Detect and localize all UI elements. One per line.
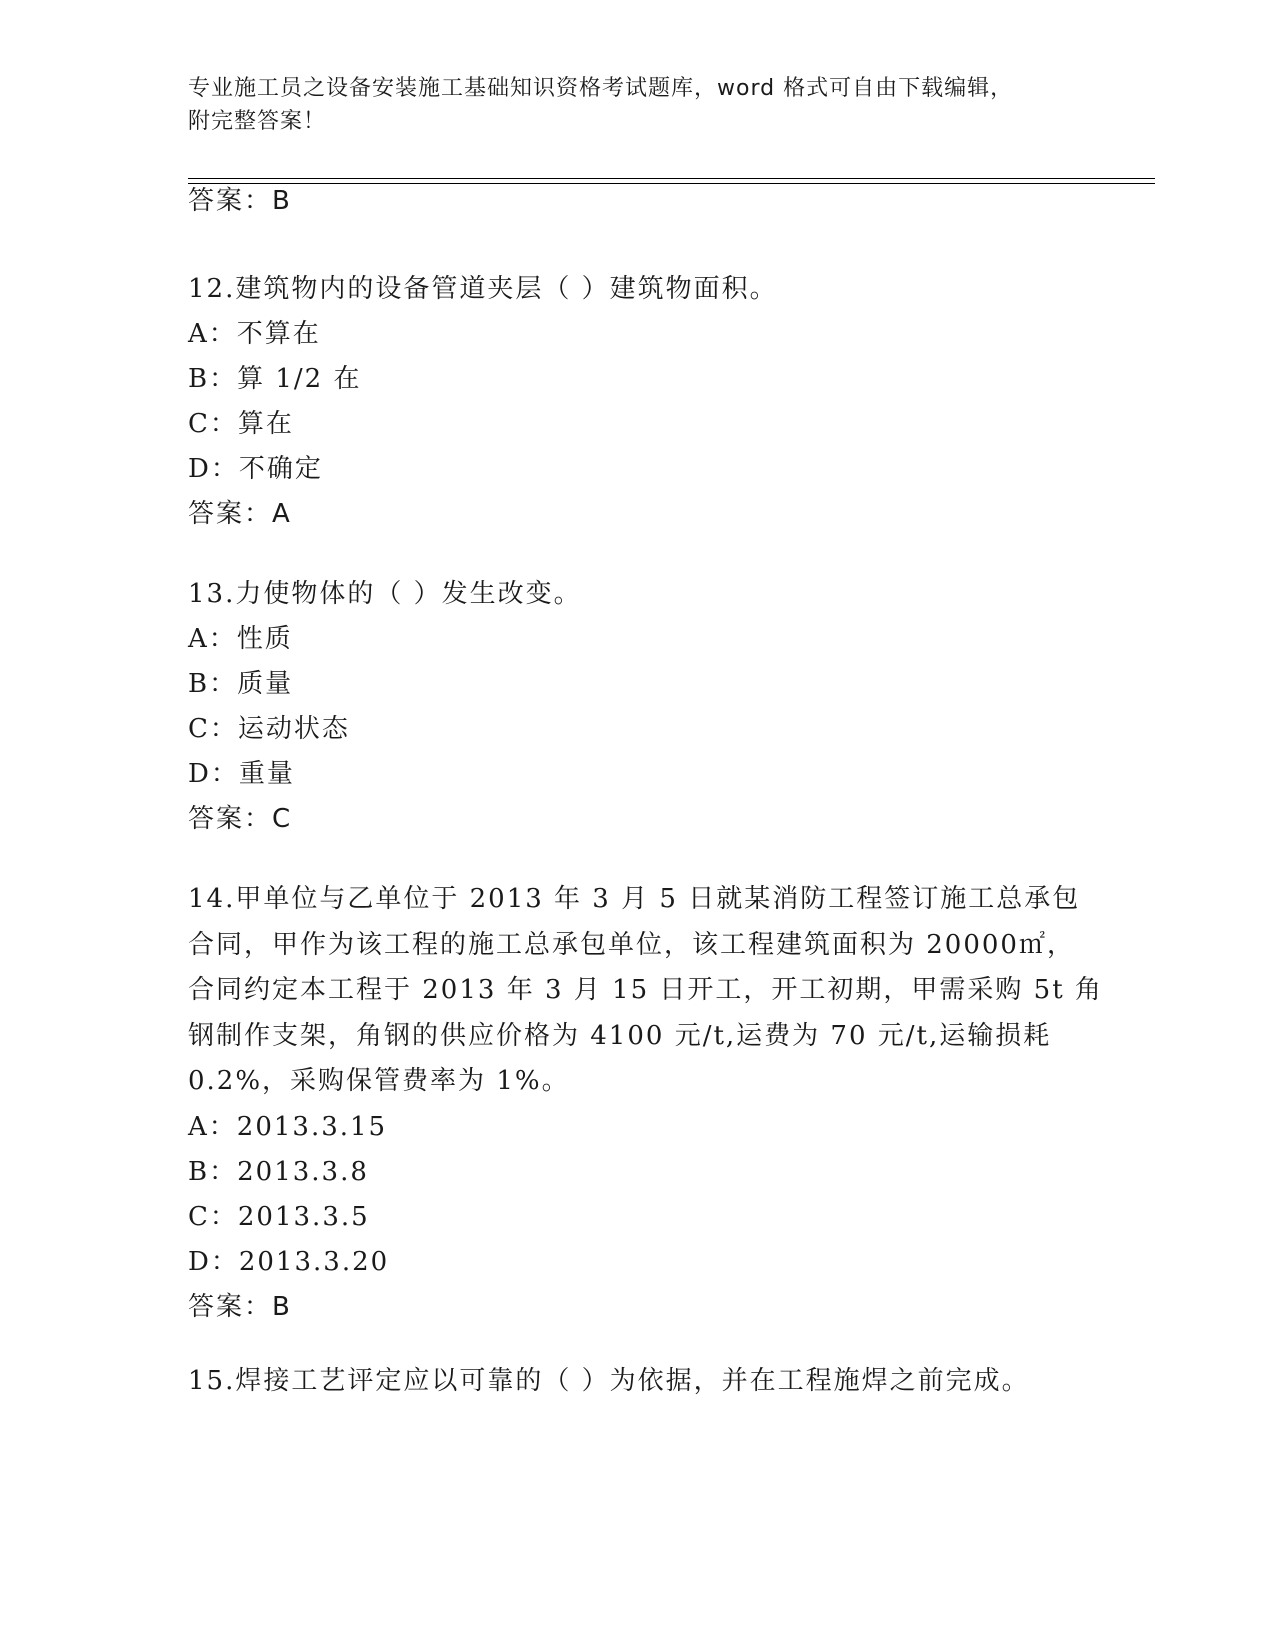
header-line-1: 专业施工员之设备安装施工基础知识资格考试题库，word 格式可自由下载编辑，: [188, 76, 1014, 101]
stem-line: 0.2%，采购保管费率为 1%。: [188, 1066, 570, 1096]
option-c: C：2013.3.5: [188, 1201, 370, 1232]
question-13: [188, 572, 1088, 842]
answer-label: 答案：C: [188, 804, 293, 834]
stem-line: 合同约定本工程于 2013 年 3 月 15 日开工，开工初期，甲需采购 5t 角: [188, 975, 1103, 1005]
option-d: D：2013.3.20: [188, 1246, 390, 1277]
stem-line: 合同，甲作为该工程的施工总承包单位，该工程建筑面积为 20000㎡，: [188, 929, 1075, 960]
header-line-2: 附完整答案！: [188, 109, 327, 134]
question-stem: 12.建筑物内的设备管道夹层（ ）建筑物面积。: [188, 274, 778, 304]
previous-answer-block: [188, 179, 1088, 224]
question-15: [188, 1359, 1088, 1404]
question-stem: 15.焊接工艺评定应以可靠的（ ）为依据，并在工程施焊之前完成。: [188, 1366, 1030, 1396]
option-d: D：不确定: [188, 454, 323, 484]
option-d: D：重量: [188, 759, 295, 789]
answer-label: 答案：B: [188, 1291, 292, 1322]
question-14: [188, 877, 1103, 1330]
option-a: A：2013.3.15: [188, 1111, 388, 1142]
answer-label: 答案：A: [188, 499, 292, 529]
option-b: B：2013.3.8: [188, 1156, 369, 1187]
option-c: C：运动状态: [188, 714, 350, 744]
question-12: [188, 267, 1088, 537]
stem-line: 钢制作支架，角钢的供应价格为 4100 元/t,运费为 70 元/t,运输损耗: [188, 1020, 1052, 1051]
answer-label: 答案：B: [188, 186, 292, 216]
option-a: A：性质: [188, 624, 293, 654]
stem-line: 14.甲单位与乙单位于 2013 年 3 月 5 日就某消防工程签订施工总承包: [188, 884, 1081, 914]
question-stem: 13.力使物体的（ ）发生改变。: [188, 579, 582, 609]
option-c: C：算在: [188, 409, 294, 439]
document-header: [188, 72, 1088, 138]
option-b: B：算 1/2 在: [188, 364, 362, 394]
option-b: B：质量: [188, 669, 294, 699]
option-a: A：不算在: [188, 319, 321, 349]
question-stem: [188, 877, 1103, 1105]
